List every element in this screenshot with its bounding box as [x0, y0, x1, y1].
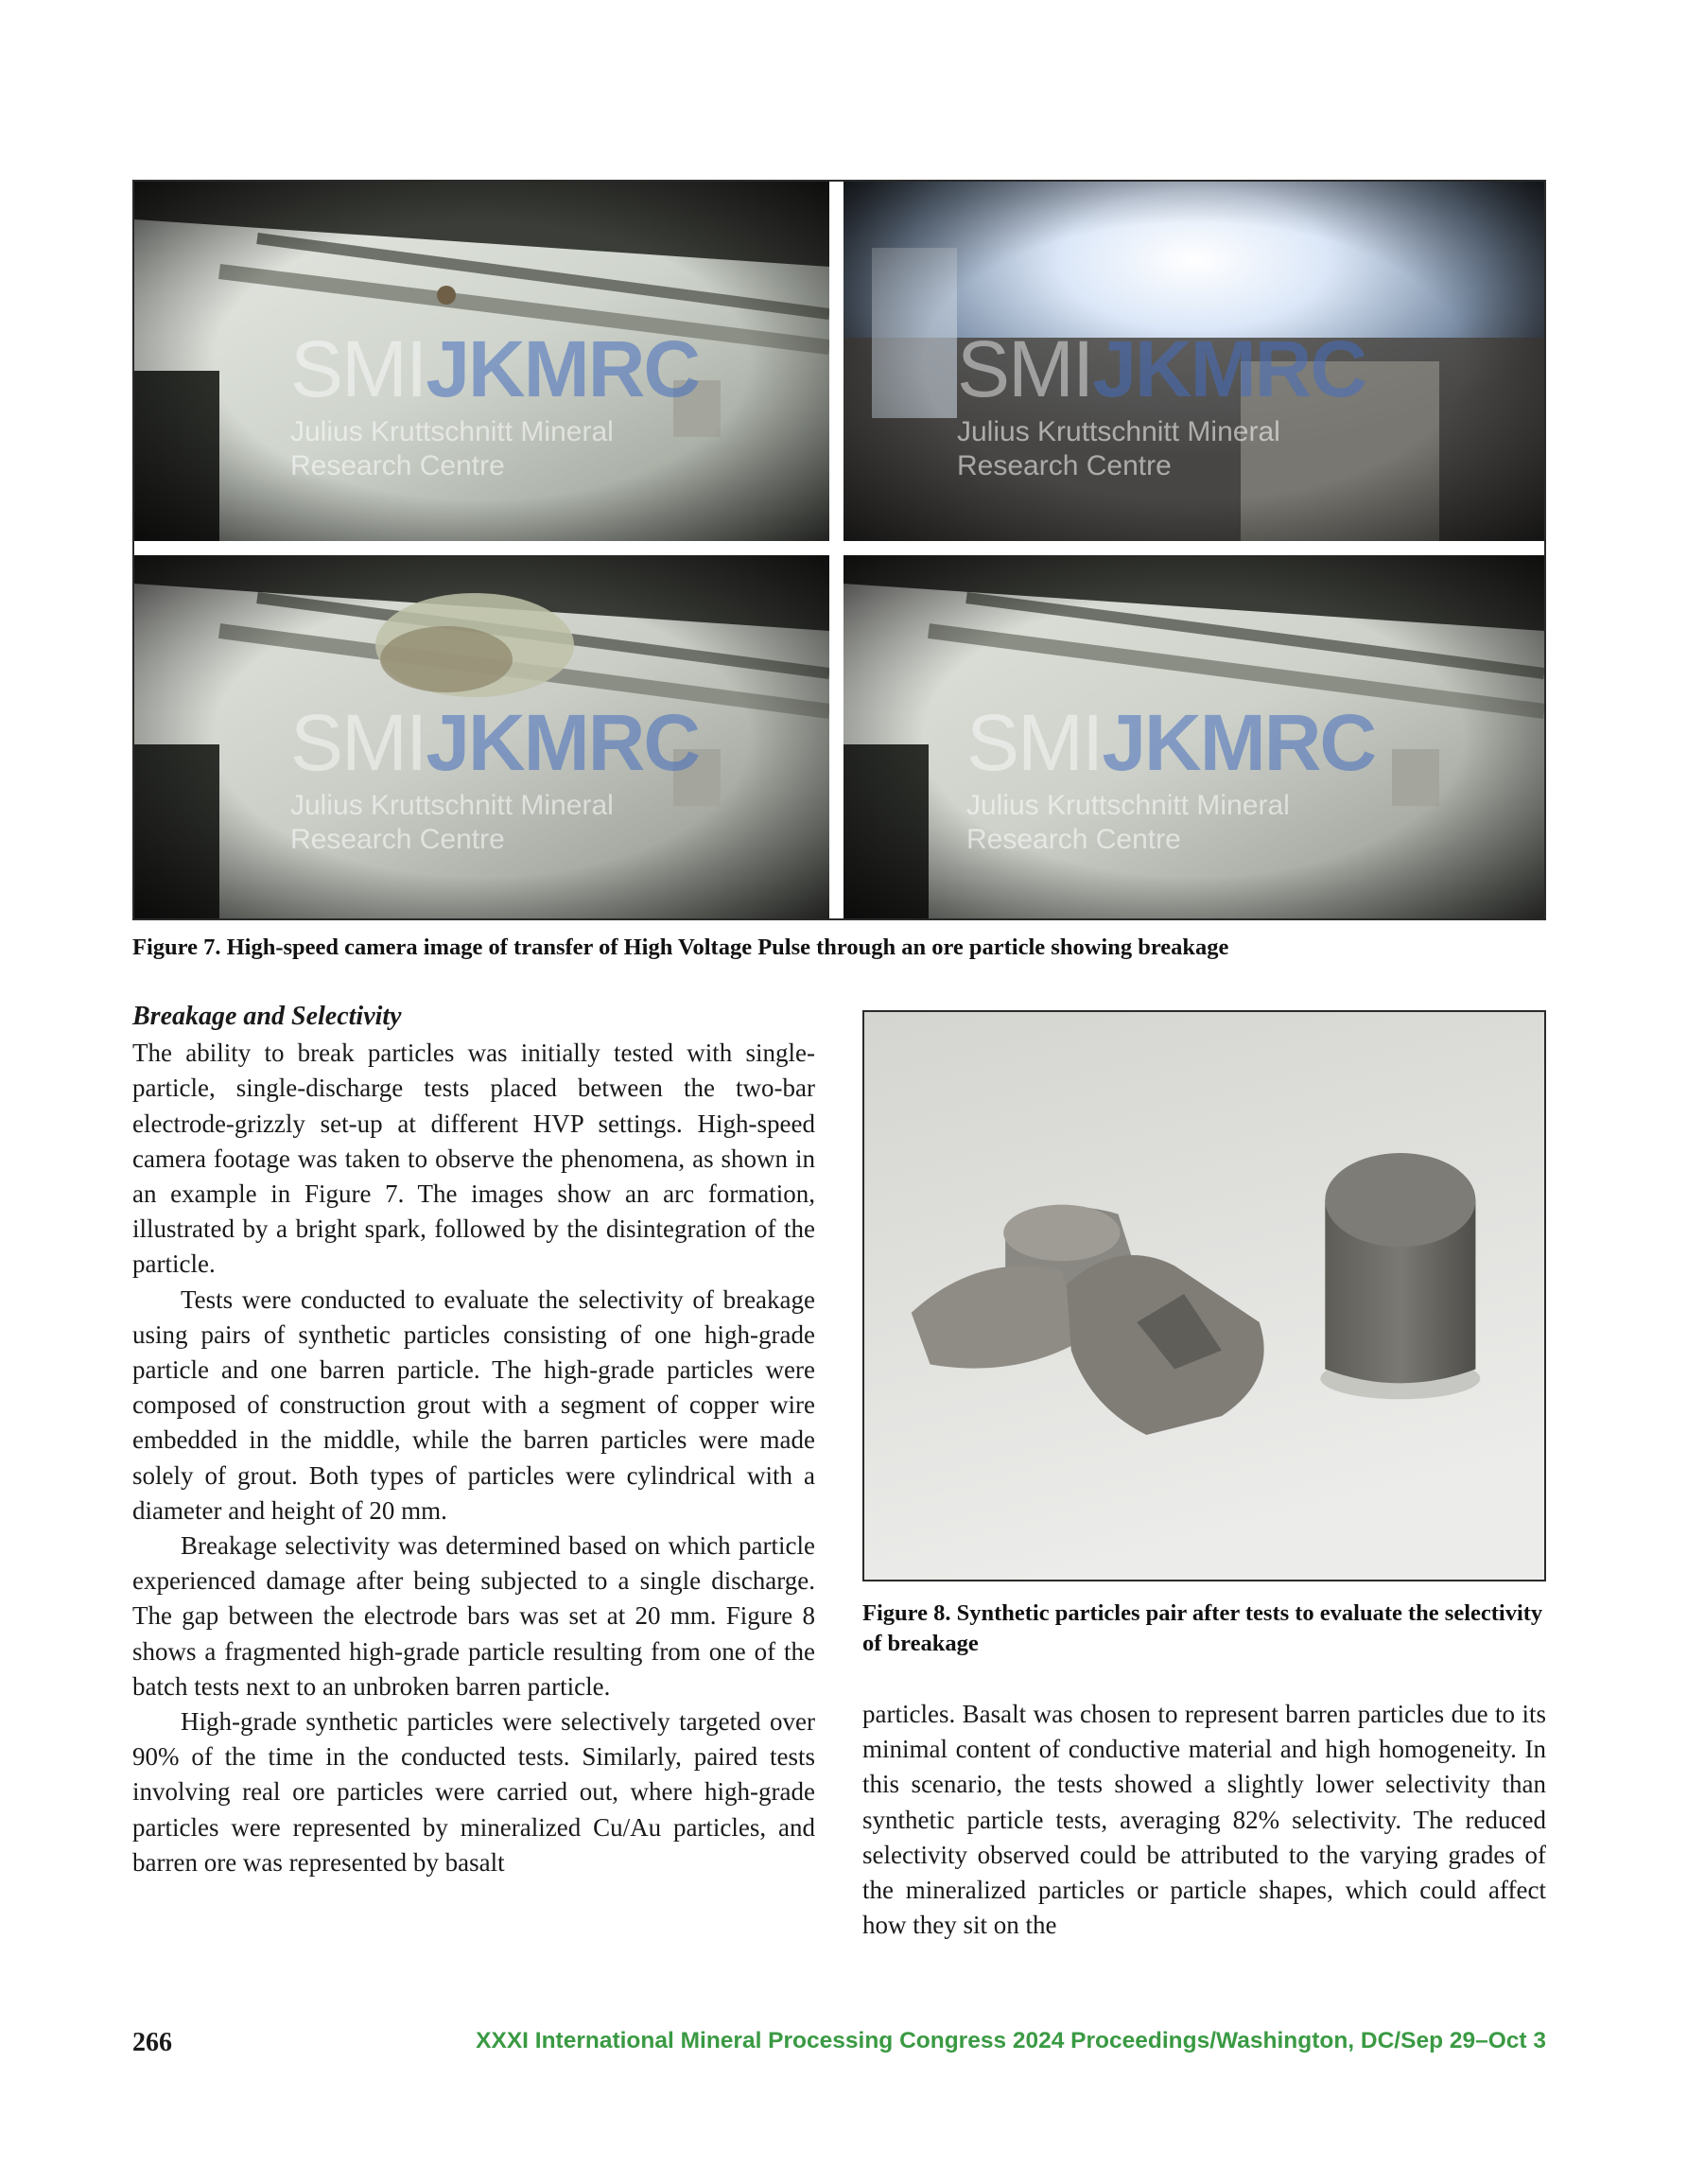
figure-8-caption: Figure 8. Synthetic particles pair after tests to evaluate the selectivity of breakage: [862, 1600, 1543, 1656]
figure-7: [132, 180, 1546, 920]
figure-7-frame-1: [134, 182, 829, 541]
watermark: SMIJKMRC Julius Kruttschnitt Mineral Research Centre: [290, 324, 700, 481]
figure-7-caption: Figure 7. High-speed camera image of transfer of High Voltage Pulse through an ore particle showing breakage: [132, 935, 1229, 960]
figure-7-frame-4: [844, 555, 1544, 918]
footer-title: XXXI International Mineral Processing Congress 2024 Proceedings/Washington, DC/Sep 29–Oct 3: [476, 2028, 1546, 2053]
figure-7-frame-2: [844, 182, 1544, 541]
paragraph-4: High-grade synthetic particles were selectively targeted over 90% of the time in the conducted tests. Similarly, paired tests involving real ore particles were carried out, where high-grade particles were represented by mineralized Cu/Au particles, and barren ore was represented by basalt: [132, 1707, 815, 1877]
watermark: SMIJKMRC Julius Kruttschnitt Mineral Research Centre: [290, 698, 700, 855]
paragraph-1: The ability to break particles was initially tested with single-particle, single-discharge tests placed between the two-bar electrode-grizzly set-up at different HVP settings. High-speed camera footage was taken to observe the phenomena, as shown in an example in Figure 7. The images show an arc formation, illustrated by a bright spark, followed by the disintegration of the particle.: [132, 1039, 815, 1279]
paragraph-2: Tests were conducted to evaluate the selectivity of breakage using pairs of synthetic particles consisting of one high-grade particle and one barren particle. The high-grade particles were composed of construction grout with a segment of copper wire embedded in the middle, while the barren particles were made solely of grout. Both types of particles were cylindrical with a diameter and height of 20 mm.: [132, 1284, 815, 1525]
figure-8-photo: [864, 1012, 1544, 1580]
figure-8: [862, 1010, 1546, 1581]
right-column: [862, 1697, 1546, 1943]
section-heading: Breakage and Selectivity: [132, 1002, 402, 1031]
page-number: 266: [132, 2028, 172, 2057]
paragraph-3: Breakage selectivity was determined based on which particle experienced damage after being subjected to a single discharge. The gap between the electrode bars was set at 20 mm. Figure 8 shows a fragmented high-grade particle resulting from one of the batch tests next to an unbroken barren particle.: [132, 1531, 815, 1701]
watermark: SMIJKMRC Julius Kruttschnitt Mineral Research Centre: [966, 698, 1376, 855]
left-column: [132, 999, 815, 1880]
paragraph-continuation: particles. Basalt was chosen to represent barren particles due to its minimal content of conductive material and high homogeneity. In this scenario, the tests showed a slightly lower selectivity than synthetic particle tests, averaging 82% selectivity. The reduced selectivity observed could be attributed to the varying grades of the mineralized particles or particle shapes, which could affect how they sit on the: [862, 1700, 1546, 1940]
figure-7-frame-3: [134, 555, 829, 918]
watermark: SMIJKMRC Julius Kruttschnitt Mineral Research Centre: [957, 324, 1366, 481]
